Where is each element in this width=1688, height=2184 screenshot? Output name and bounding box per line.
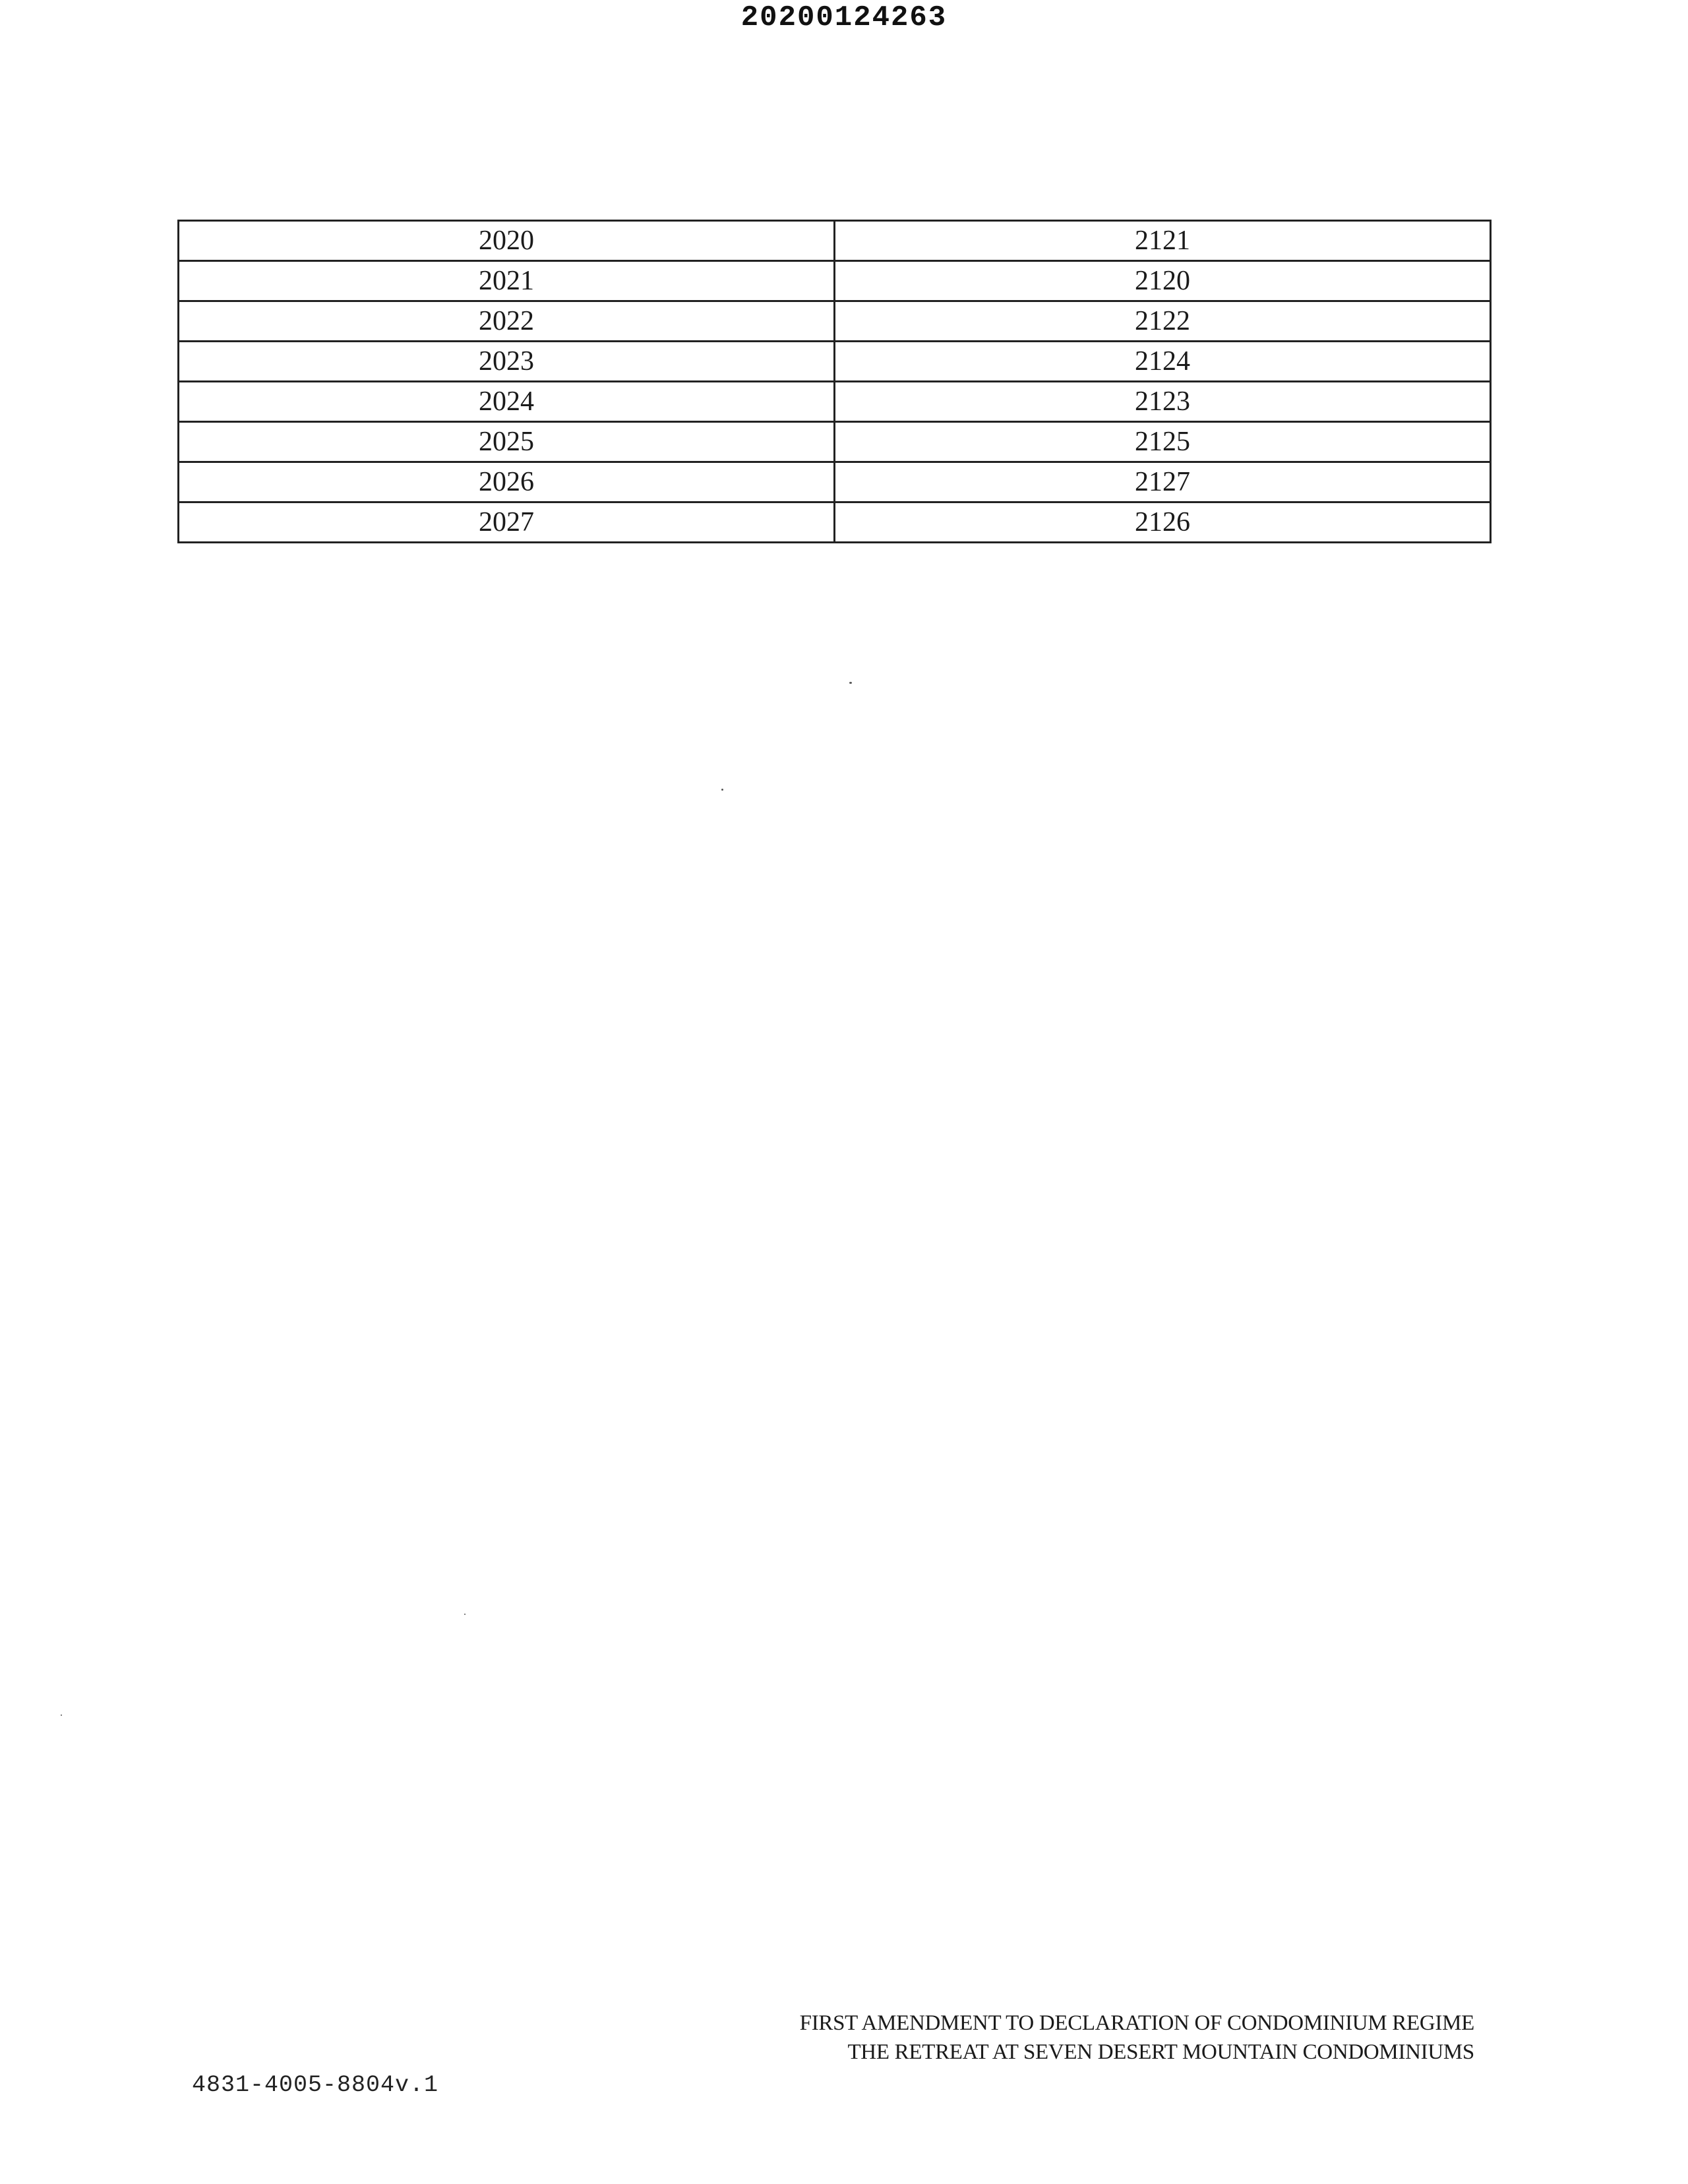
table-row [179, 342, 1491, 382]
table-cell-right: 2122 [835, 301, 1491, 342]
table-row [179, 301, 1491, 342]
table-row [179, 462, 1491, 502]
table-cell-left: 2020 [179, 221, 835, 261]
table-cell-left: 2026 [179, 462, 835, 502]
scan-speck [849, 682, 852, 684]
scan-speck [464, 1614, 466, 1615]
table-cell-left: 2022 [179, 301, 835, 342]
table-row [179, 382, 1491, 422]
table-cell-right: 2125 [835, 422, 1491, 462]
table-row [179, 221, 1491, 261]
recording-number: 20200124263 [740, 1, 948, 34]
table-cell-right: 2121 [835, 221, 1491, 261]
footer-title [800, 2009, 1474, 2067]
table-row [179, 502, 1491, 543]
table-cell-right: 2127 [835, 462, 1491, 502]
footer-title-line-2: THE RETREAT AT SEVEN DESERT MOUNTAIN CONDOMINIUMS [847, 2040, 1474, 2064]
scan-speck [721, 789, 723, 791]
table-cell-left: 2021 [179, 261, 835, 301]
table-cell-left: 2023 [179, 342, 835, 382]
table-cell-left: 2025 [179, 422, 835, 462]
table-row [179, 261, 1491, 301]
scan-speck [61, 1714, 62, 1716]
table-row [179, 422, 1491, 462]
table-cell-right: 2124 [835, 342, 1491, 382]
table-cell-right: 2120 [835, 261, 1491, 301]
table-cell-left: 2024 [179, 382, 835, 422]
table-cell-right: 2126 [835, 502, 1491, 543]
document-id: 4831-4005-8804v.1 [192, 2072, 439, 2098]
unit-number-table [177, 220, 1492, 543]
table-body [179, 221, 1491, 543]
footer-title-line-1: FIRST AMENDMENT TO DECLARATION OF CONDOMINIUM REGIME [799, 2011, 1474, 2035]
table-cell-right: 2123 [835, 382, 1491, 422]
table-cell-left: 2027 [179, 502, 835, 543]
